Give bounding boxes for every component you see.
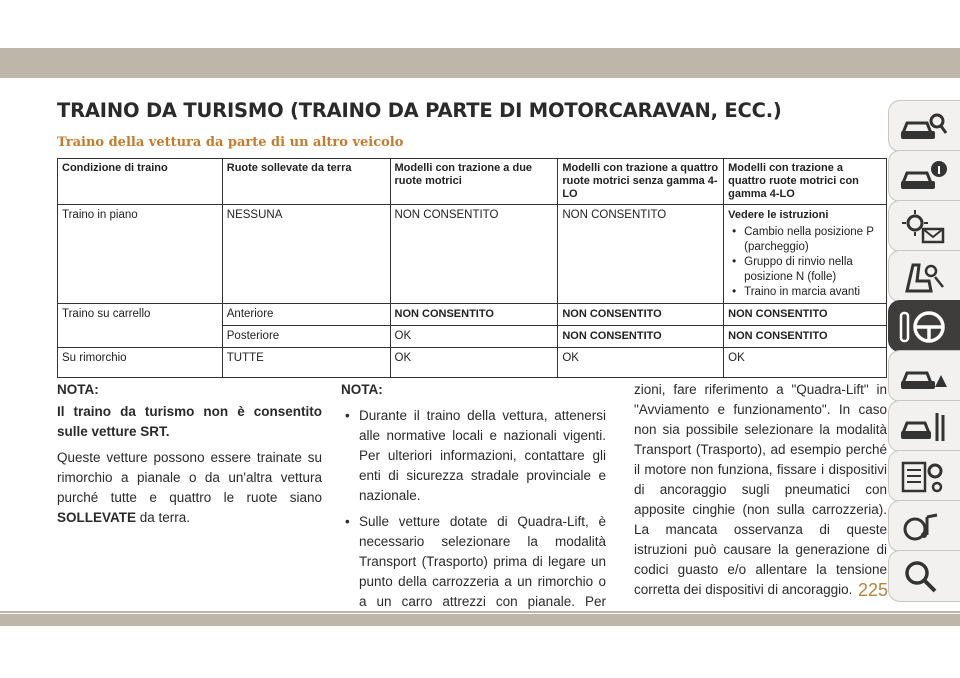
list-item: • Gruppo di rinvio nella posizione N (folle) (744, 255, 882, 285)
tab-media[interactable] (888, 500, 960, 552)
table-cell: NON CONSENTITO (558, 326, 724, 348)
warning-lights-icon (897, 207, 949, 247)
car-warning-icon (897, 357, 949, 397)
table-cell: NON CONSENTITO (558, 205, 724, 304)
text-column-2 (341, 380, 606, 638)
tab-warning-lights[interactable] (888, 200, 960, 252)
search-icon (897, 557, 949, 597)
table-header: Condizione di traino (58, 159, 223, 205)
table-header: Modelli con trazione a quattro ruote motrici con gamma 4-LO (724, 159, 887, 205)
table-cell: NON CONSENTITO (558, 304, 724, 326)
airbag-seat-icon (897, 257, 949, 297)
table-cell: Posteriore (222, 326, 390, 348)
tab-airbag-seat[interactable] (888, 250, 960, 302)
table-header: Modelli con trazione a quattro ruote motrici senza gamma 4-LO (558, 159, 724, 205)
page-title: TRAINO DA TURISMO (TRAINO DA PARTE DI MOTORCARAVAN, ECC.) (57, 99, 782, 122)
table-header-row (58, 159, 887, 205)
steering-wheel-icon (897, 307, 949, 347)
table-cell: OK (390, 326, 558, 348)
footer-line (0, 611, 960, 613)
list-item: • Cambio nella posizione P (parcheggio) (744, 225, 882, 255)
table-row (58, 205, 887, 304)
note-label: NOTA: (341, 382, 383, 397)
car-search-icon (897, 107, 949, 147)
table-row (58, 348, 887, 378)
table-cell: Su rimorchio (58, 348, 223, 378)
table-header: Ruote sollevate da terra (222, 159, 390, 205)
table-row (58, 304, 887, 326)
table-cell: NON CONSENTITO (390, 205, 558, 304)
header-band-line (0, 78, 960, 81)
tab-car-warning[interactable] (888, 350, 960, 402)
footer-band (0, 614, 960, 626)
note-label: NOTA: (57, 382, 99, 397)
list-item: • Sulle vetture dotate di Quadra-Lift, è necessario selezionare la modalità Transport (Trasporto) prima di legare un punto della carrozzeria a un rimorchio o a un carro attrezzi con pianale. Per (359, 512, 606, 632)
table-cell: OK (558, 348, 724, 378)
instructions-list (728, 225, 882, 300)
instructions-title: Vedere le istruzioni (728, 209, 829, 221)
list-item: • Traino in marcia avanti (744, 285, 882, 300)
table-cell: NESSUNA (222, 205, 390, 304)
table-cell: TUTTE (222, 348, 390, 378)
paragraph: zioni, fare riferimento a "Quadra-Lift" in "Avviamento e funzionamento". In caso non sia possibile selezionare la modalità Transport (Trasporto), ad esempio perché il motore non funziona, fissare i dispositivi di ancoraggio sugli pneumatici con apposite cinghie (non sulla carrozzeria). La mancata osservanza di queste istruzioni può causare la generazione di codici guasto e/o allentare la tensione corretta dei dispositivi di ancoraggio. (634, 382, 887, 597)
page-number: 225 (858, 580, 889, 600)
settings-list-icon (897, 457, 949, 497)
tab-settings-list[interactable] (888, 450, 960, 502)
tab-car-info[interactable] (888, 150, 960, 202)
paragraph-bold: SOLLEVATE (57, 510, 137, 525)
car-tools-icon (897, 407, 949, 447)
paragraph (57, 448, 322, 528)
tab-car-search[interactable] (888, 100, 960, 152)
text-column-3 (634, 380, 887, 606)
table-cell: OK (724, 348, 887, 378)
car-info-icon (897, 157, 949, 197)
section-subtitle: Traino della vettura da parte di un altro veicolo (57, 135, 404, 150)
table-cell (724, 205, 887, 304)
table-cell: OK (390, 348, 558, 378)
header-band (0, 48, 960, 78)
table-cell: NON CONSENTITO (724, 304, 887, 326)
table-cell: Traino su carrello (58, 304, 223, 348)
paragraph-text: Queste vetture possono essere trainate su rimorchio a pianale o da un'altra vettura purché tutte e quattro le ruote siano (57, 450, 322, 505)
list-item: • Durante il traino della vettura, attenersi alle normative locali e nazionali vigenti. Per ulteriori informazioni, contattare gli enti di sicurezza stradale provinciale e nazionale. (359, 406, 606, 506)
table-header: Modelli con trazione a due ruote motrici (390, 159, 558, 205)
table-cell: NON CONSENTITO (724, 326, 887, 348)
note-bold-text: Il traino da turismo non è consentito sulle vetture SRT. (57, 404, 322, 439)
table-cell: NON CONSENTITO (390, 304, 558, 326)
table-cell: Anteriore (222, 304, 390, 326)
table-cell: Traino in piano (58, 205, 223, 304)
towing-table (57, 158, 887, 378)
media-icon (897, 507, 949, 547)
tab-steering-wheel[interactable] (888, 300, 960, 352)
paragraph-text: da terra. (136, 510, 191, 525)
text-column-1 (57, 380, 322, 534)
note-list (341, 406, 606, 632)
tab-car-tools[interactable] (888, 400, 960, 452)
tab-search[interactable] (888, 550, 960, 602)
